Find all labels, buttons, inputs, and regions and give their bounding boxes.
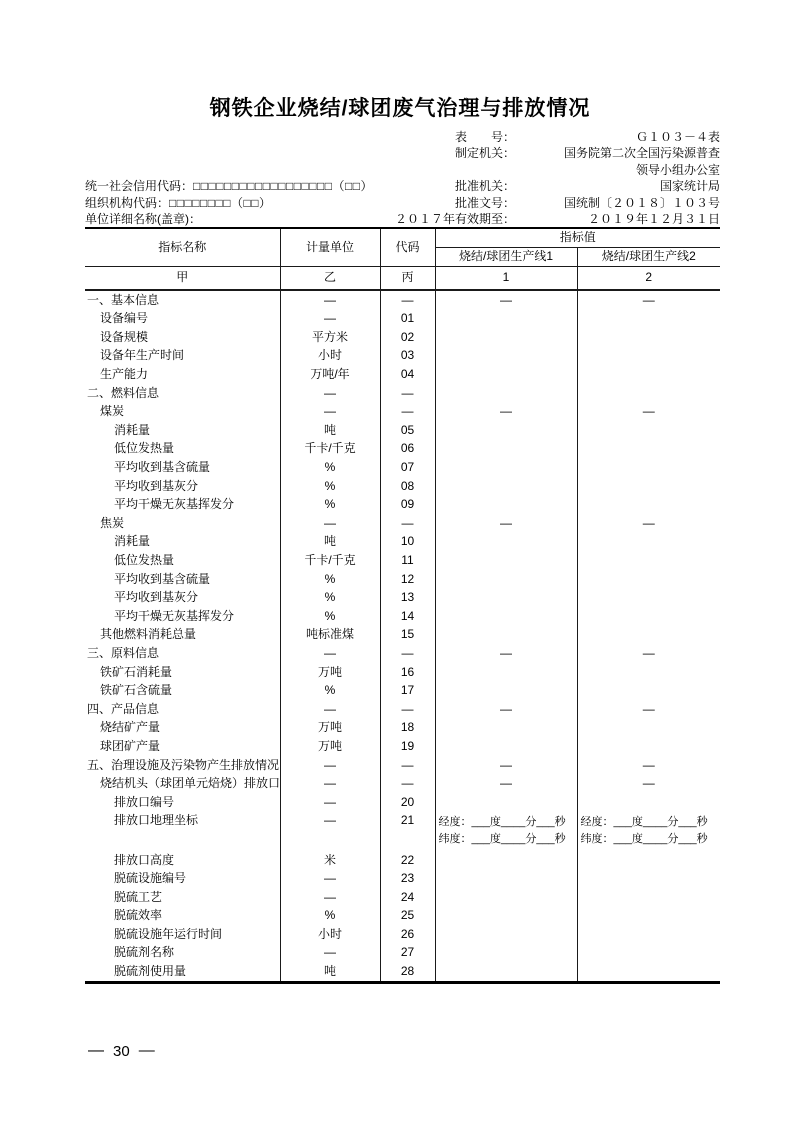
row-value-1 xyxy=(435,496,577,515)
row-unit: % xyxy=(280,458,380,477)
row-code: — xyxy=(380,384,435,403)
row-value-1 xyxy=(435,737,577,756)
row-indicator-name: 平均干燥无灰基挥发分 xyxy=(114,608,235,623)
row-value-2 xyxy=(577,851,720,870)
table-row xyxy=(85,365,720,384)
row-code: 28 xyxy=(380,962,435,982)
row-value-1 xyxy=(435,458,577,477)
row-code: 17 xyxy=(380,681,435,700)
coordinate-blank-line: 经度：___度____分___秒 xyxy=(438,815,566,828)
row-value-1 xyxy=(435,551,577,570)
row-indicator-name: 平均收到基含硫量 xyxy=(114,460,211,475)
row-indicator-name: 铁矿石消耗量 xyxy=(100,664,173,679)
indicator-table xyxy=(85,227,720,984)
footer-dash-right: — xyxy=(138,1042,155,1059)
meta-row-credit-code xyxy=(85,178,720,195)
row-indicator-name: 设备编号 xyxy=(100,311,149,326)
row-value-2 xyxy=(577,907,720,926)
row-unit: % xyxy=(280,589,380,608)
row-code: 18 xyxy=(380,719,435,738)
table-row xyxy=(85,907,720,926)
row-indicator-name: 一、基本信息 xyxy=(87,292,160,307)
row-indicator-name: 脱硫工艺 xyxy=(114,889,163,904)
row-value-2 xyxy=(577,384,720,403)
row-unit: — xyxy=(280,774,380,793)
table-row xyxy=(85,607,720,626)
row-indicator-name: 三、原料信息 xyxy=(87,645,160,660)
table-row xyxy=(85,533,720,552)
row-value-1 xyxy=(435,925,577,944)
row-code: 06 xyxy=(380,440,435,459)
row-value-1 xyxy=(435,944,577,963)
table-row xyxy=(85,458,720,477)
row-indicator-name: 平均干燥无灰基挥发分 xyxy=(114,497,235,512)
row-indicator-name: 低位发热量 xyxy=(114,441,175,456)
row-value-1 xyxy=(435,533,577,552)
row-code: 14 xyxy=(380,607,435,626)
row-unit: 万吨 xyxy=(280,719,380,738)
row-code: 15 xyxy=(380,626,435,645)
row-value-1 xyxy=(435,310,577,329)
row-unit: 吨 xyxy=(280,533,380,552)
row-code: — xyxy=(380,644,435,663)
row-unit: 万吨 xyxy=(280,737,380,756)
row-value-2: — xyxy=(577,756,720,775)
table-row xyxy=(85,328,720,347)
row-value-1 xyxy=(435,570,577,589)
row-unit: 千卡/千克 xyxy=(280,551,380,570)
row-code: — xyxy=(380,700,435,719)
row-indicator-name: 二、燃料信息 xyxy=(87,385,160,400)
row-value-1: — xyxy=(435,644,577,663)
table-row xyxy=(85,812,720,851)
row-indicator-name: 其他燃料消耗总量 xyxy=(100,627,197,642)
row-unit: — xyxy=(280,888,380,907)
row-code: — xyxy=(380,403,435,422)
row-code: 16 xyxy=(380,663,435,682)
table-row xyxy=(85,774,720,793)
row-value-2 xyxy=(577,440,720,459)
row-value-1 xyxy=(435,477,577,496)
row-value-1 xyxy=(435,365,577,384)
table-row xyxy=(85,719,720,738)
row-unit: % xyxy=(280,607,380,626)
row-value-2: — xyxy=(577,514,720,533)
row-value-2: — xyxy=(577,290,720,310)
row-value-2 xyxy=(577,962,720,982)
row-code: 08 xyxy=(380,477,435,496)
table-row xyxy=(85,925,720,944)
org-code-label: 组织机构代码： xyxy=(85,195,170,210)
row-value-2: — xyxy=(577,774,720,793)
doc-number-value: 国统制〔２０１８〕１０３号 xyxy=(563,195,720,210)
row-code: 22 xyxy=(380,851,435,870)
ref-row-name: 甲 xyxy=(85,267,280,291)
table-row xyxy=(85,737,720,756)
column-header-unit: 计量单位 xyxy=(280,228,380,267)
row-indicator-name: 烧结矿产量 xyxy=(100,720,161,735)
row-unit: 吨 xyxy=(280,421,380,440)
row-value-2 xyxy=(577,869,720,888)
row-indicator-name: 四、产品信息 xyxy=(87,701,160,716)
meta-row-unit-name xyxy=(85,211,720,228)
meta-row-maker2 xyxy=(85,161,720,178)
row-value-1 xyxy=(435,907,577,926)
ref-row-code: 丙 xyxy=(380,267,435,291)
row-value-1 xyxy=(435,663,577,682)
table-row xyxy=(85,440,720,459)
row-unit: 米 xyxy=(280,851,380,870)
row-code: 05 xyxy=(380,421,435,440)
row-value-2 xyxy=(577,925,720,944)
row-unit: % xyxy=(280,907,380,926)
table-row xyxy=(85,851,720,870)
form-number-value: Ｇ１０３－４表 xyxy=(635,129,720,144)
row-indicator-name: 平均收到基灰分 xyxy=(114,478,199,493)
row-value-2: — xyxy=(577,644,720,663)
row-code: 13 xyxy=(380,589,435,608)
table-row xyxy=(85,888,720,907)
row-unit: — xyxy=(280,869,380,888)
row-unit: — xyxy=(280,514,380,533)
row-value-1 xyxy=(435,888,577,907)
valid-until-value: ２０１９年１２月３１日 xyxy=(587,212,720,226)
row-code: 02 xyxy=(380,328,435,347)
row-indicator-name: 脱硫剂名称 xyxy=(114,945,175,960)
row-value-1 xyxy=(435,384,577,403)
row-code: — xyxy=(380,514,435,533)
page-number: 30 xyxy=(113,1042,130,1060)
row-value-2 xyxy=(577,944,720,963)
org-code-boxes: □□□□□□□□（□□） xyxy=(169,195,272,210)
doc-number-label: 批准文号： xyxy=(455,195,516,210)
row-indicator-name: 铁矿石含硫量 xyxy=(100,683,173,698)
row-unit: 千卡/千克 xyxy=(280,440,380,459)
table-row xyxy=(85,384,720,403)
table-row xyxy=(85,626,720,645)
footer-dash-left: — xyxy=(88,1042,104,1059)
row-value-2 xyxy=(577,888,720,907)
row-value-2 xyxy=(577,663,720,682)
row-code: 23 xyxy=(380,869,435,888)
row-value-2 xyxy=(577,737,720,756)
row-value-2: — xyxy=(577,700,720,719)
row-code: 09 xyxy=(380,496,435,515)
column-header-indicator-name: 指标名称 xyxy=(85,228,280,267)
form-title: 钢铁企业烧结/球团废气治理与排放情况 xyxy=(209,97,591,120)
row-value-2 xyxy=(577,793,720,812)
row-value-2 xyxy=(577,570,720,589)
row-code: 12 xyxy=(380,570,435,589)
row-unit: 万吨 xyxy=(280,663,380,682)
row-indicator-name: 低位发热量 xyxy=(114,553,175,568)
row-code: 21 xyxy=(380,812,435,851)
row-indicator-name: 脱硫设施编号 xyxy=(114,871,187,886)
column-header-code: 代码 xyxy=(380,228,435,267)
row-code: 03 xyxy=(380,347,435,366)
form-number-label: 表 号： xyxy=(455,129,516,144)
row-value-1: — xyxy=(435,514,577,533)
row-code: — xyxy=(380,290,435,310)
unit-name-label: 单位详细名称(盖章)： xyxy=(85,212,201,226)
row-unit: — xyxy=(280,310,380,329)
row-code: 11 xyxy=(380,551,435,570)
row-value-1: — xyxy=(435,756,577,775)
row-code: 25 xyxy=(380,907,435,926)
row-unit: — xyxy=(280,290,380,310)
row-code: 10 xyxy=(380,533,435,552)
row-indicator-name: 五、治理设施及污染物产生排放情况 xyxy=(87,757,280,772)
row-value-2 xyxy=(577,626,720,645)
row-value-2 xyxy=(577,551,720,570)
table-row xyxy=(85,496,720,515)
row-unit: 吨 xyxy=(280,962,380,982)
table-row xyxy=(85,681,720,700)
table-row xyxy=(85,551,720,570)
row-unit: — xyxy=(280,700,380,719)
row-value-2 xyxy=(577,607,720,626)
table-row xyxy=(85,514,720,533)
row-unit: — xyxy=(280,403,380,422)
row-indicator-name: 平均收到基含硫量 xyxy=(114,571,211,586)
row-unit: 万吨/年 xyxy=(280,365,380,384)
table-row xyxy=(85,793,720,812)
coordinate-blank-line: 纬度：___度____分___秒 xyxy=(438,833,566,846)
table-row xyxy=(85,962,720,982)
row-code: — xyxy=(380,774,435,793)
row-value-1 xyxy=(435,962,577,982)
table-row xyxy=(85,589,720,608)
row-code: 26 xyxy=(380,925,435,944)
row-unit: — xyxy=(280,944,380,963)
ref-row-value1: 1 xyxy=(435,267,577,291)
row-value-2 xyxy=(577,533,720,552)
row-unit: 平方米 xyxy=(280,328,380,347)
row-indicator-name: 排放口地理坐标 xyxy=(114,812,199,827)
row-value-2 xyxy=(577,589,720,608)
row-code: 24 xyxy=(380,888,435,907)
row-unit: 小时 xyxy=(280,347,380,366)
row-indicator-name: 排放口高度 xyxy=(114,852,175,867)
coordinate-blank-line: 经度：___度____分___秒 xyxy=(580,815,708,828)
row-value-2 xyxy=(577,347,720,366)
table-row xyxy=(85,421,720,440)
valid-until-label: 有效期至： xyxy=(455,212,516,226)
row-unit: — xyxy=(280,793,380,812)
table-row xyxy=(85,290,720,310)
row-value-2 xyxy=(577,719,720,738)
row-value-1 xyxy=(435,793,577,812)
ref-row-unit: 乙 xyxy=(280,267,380,291)
row-unit: 吨标准煤 xyxy=(280,626,380,645)
row-value-2 xyxy=(577,477,720,496)
table-row xyxy=(85,570,720,589)
table-row xyxy=(85,347,720,366)
row-value-2 xyxy=(577,681,720,700)
row-unit: — xyxy=(280,644,380,663)
form-meta-block xyxy=(85,128,720,227)
row-indicator-name: 排放口编号 xyxy=(114,794,175,809)
row-unit: — xyxy=(280,384,380,403)
credit-code-boxes: □□□□□□□□□□□□□□□□□□（□□） xyxy=(193,179,373,193)
table-row xyxy=(85,403,720,422)
row-value-2 xyxy=(577,328,720,347)
row-value-1 xyxy=(435,851,577,870)
row-indicator-name: 设备规模 xyxy=(100,329,149,344)
row-indicator-name: 消耗量 xyxy=(114,534,151,549)
table-row xyxy=(85,477,720,496)
row-value-2-coordinates xyxy=(577,812,720,851)
row-value-1 xyxy=(435,589,577,608)
row-indicator-name: 脱硫剂使用量 xyxy=(114,964,187,979)
row-value-1: — xyxy=(435,700,577,719)
row-value-1 xyxy=(435,347,577,366)
table-body xyxy=(85,290,720,982)
row-indicator-name: 烧结机头（球团单元焙烧）排放口 xyxy=(100,776,280,791)
row-unit: % xyxy=(280,570,380,589)
ref-row-value2: 2 xyxy=(577,267,720,291)
column-header-line1: 烧结/球团生产线1 xyxy=(435,248,577,267)
row-indicator-name: 焦炭 xyxy=(100,515,125,530)
row-value-1: — xyxy=(435,774,577,793)
approver-label: 批准机关： xyxy=(455,179,516,193)
row-code: 20 xyxy=(380,793,435,812)
row-unit: 小时 xyxy=(280,925,380,944)
maker-value-line2: 领导小组办公室 xyxy=(635,162,720,177)
row-value-1 xyxy=(435,869,577,888)
row-code: 01 xyxy=(380,310,435,329)
row-value-2 xyxy=(577,310,720,329)
table-row xyxy=(85,700,720,719)
row-value-1: — xyxy=(435,403,577,422)
row-value-2 xyxy=(577,496,720,515)
row-unit: — xyxy=(280,812,380,851)
row-indicator-name: 脱硫效率 xyxy=(114,908,163,923)
row-value-1 xyxy=(435,421,577,440)
row-value-2: — xyxy=(577,403,720,422)
row-value-1 xyxy=(435,328,577,347)
row-unit: % xyxy=(280,477,380,496)
column-header-line2: 烧结/球团生产线2 xyxy=(577,248,720,267)
row-unit: % xyxy=(280,496,380,515)
row-value-2 xyxy=(577,365,720,384)
table-row xyxy=(85,644,720,663)
row-unit: % xyxy=(280,681,380,700)
coordinate-blank-line: 纬度：___度____分___秒 xyxy=(580,833,708,846)
row-value-1: — xyxy=(435,290,577,310)
approver-value: 国家统计局 xyxy=(659,179,720,193)
page-footer xyxy=(88,1042,155,1060)
row-unit: — xyxy=(280,756,380,775)
maker-label: 制定机关： xyxy=(455,146,516,160)
row-value-1 xyxy=(435,607,577,626)
report-year: ２０１７年 xyxy=(394,212,455,226)
row-indicator-name: 脱硫设施年运行时间 xyxy=(114,926,223,941)
meta-row-org-code xyxy=(85,194,720,211)
maker-value-line1: 国务院第二次全国污染源普查 xyxy=(563,146,720,160)
table-row xyxy=(85,869,720,888)
row-value-2 xyxy=(577,458,720,477)
table-row xyxy=(85,310,720,329)
row-code: 07 xyxy=(380,458,435,477)
row-indicator-name: 生产能力 xyxy=(100,367,149,382)
row-code: 27 xyxy=(380,944,435,963)
row-code: 19 xyxy=(380,737,435,756)
row-indicator-name: 球团矿产量 xyxy=(100,738,161,753)
meta-row-form-number xyxy=(85,128,720,145)
row-value-1 xyxy=(435,719,577,738)
row-value-1 xyxy=(435,626,577,645)
column-header-value-group: 指标值 xyxy=(435,228,720,248)
row-indicator-name: 消耗量 xyxy=(114,422,151,437)
row-indicator-name: 平均收到基灰分 xyxy=(114,590,199,605)
row-code: — xyxy=(380,756,435,775)
table-row xyxy=(85,663,720,682)
row-value-1 xyxy=(435,681,577,700)
row-indicator-name: 煤炭 xyxy=(100,404,125,419)
table-row xyxy=(85,944,720,963)
row-value-1-coordinates xyxy=(435,812,577,851)
row-code: 04 xyxy=(380,365,435,384)
credit-code-label: 统一社会信用代码： xyxy=(85,179,194,193)
row-indicator-name: 设备年生产时间 xyxy=(100,348,185,363)
meta-row-maker xyxy=(85,145,720,162)
row-value-1 xyxy=(435,440,577,459)
row-value-2 xyxy=(577,421,720,440)
table-row xyxy=(85,756,720,775)
